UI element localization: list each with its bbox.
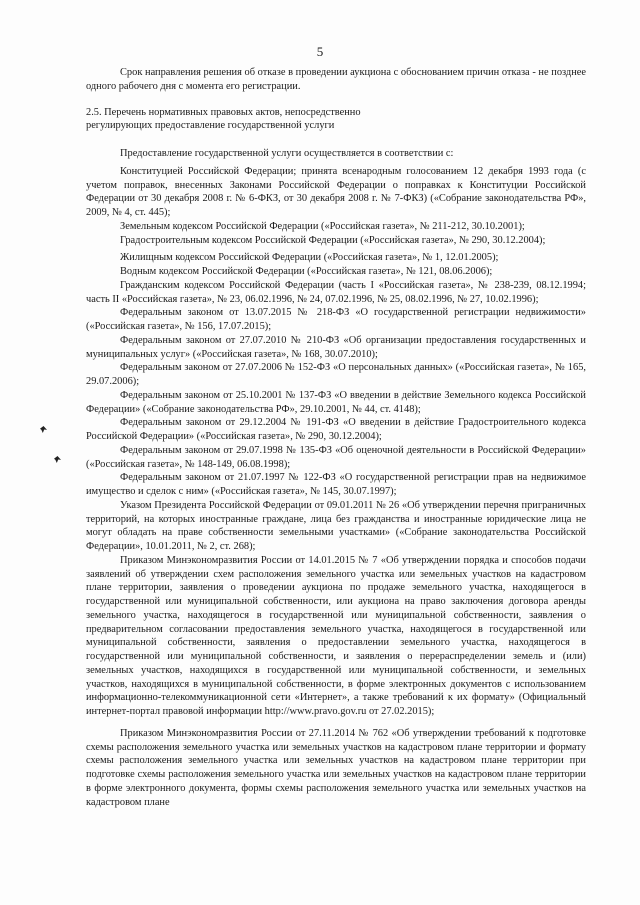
- paragraph: Приказом Минэкономразвития России от 14.01.2015 № 7 «Об утверждении порядка и способов подачи заявлений об утверждении схем расположения земельного участка или земельных участков на кадастровом плане территории, заявления о проведении аукциона по продаже земельного участка, находящегося в государственной или муниципальной собственности, или аукциона на право заключения договора аренды земельного участка, находящегося в государственной или муниципальной собственности, заявления о предварительном согласовании предоставления земельного участка, находящегося в государственной или муниципальной собственности, заявления о предоставлении земельного участка, находящегося в государственной или муниципальной собственности, и заявления о перераспределении земель и (или) земельных участков, находящихся в государственной или муниципальной собственности, и земельных участков, находящихся в муниципальной собственности, в форме электронных документов с использованием информационно-телекоммуникационной сети «Интернет», а также требований к их формату» (Официальный интернет-портал правовой информации http://www.pravo.gov.ru от 27.02.2015);: [86, 554, 586, 717]
- paragraph: Жилищным кодексом Российской Федерации («Российская газета», № 1, 12.01.2005);: [120, 252, 499, 264]
- margin-mark-1: [40, 426, 47, 433]
- paragraph: Земельным кодексом Российской Федерации («Российская газета», № 211-212, 30.10.2001);: [120, 220, 525, 232]
- paragraph: Указом Президента Российской Федерации от 09.01.2011 № 26 «Об утверждении перечня приграничных территорий, на которых иностранные граждане, лица без гражданства и иностранные юридические лица не могут обладать на праве собственности земельными участками» («Собрание законодательства Российской Федерации», 10.01.2011, № 2, ст. 268);: [86, 499, 586, 552]
- paragraph: Федеральным законом от 27.07.2006 № 152-ФЗ «О персональных данных» («Российская газета», № 165, 29.07.2006);: [86, 362, 586, 387]
- paragraph: Федеральным законом от 29.12.2004 № 191-ФЗ «О введении в действие Градостроительного кодекса Российской Федерации» («Российская газета», № 290, 30.12.2004);: [86, 417, 586, 442]
- paragraph: Градостроительным кодексом Российской Федерации («Российская газета», № 290, 30.12.2004);: [120, 234, 546, 246]
- paragraph: Конституцией Российской Федерации; принята всенародным голосованием 12 декабря 1993 года (с учетом поправок, внесенных Законами Российской Федерации о поправках к Конституции Российской Федерации от 30 декабря 2008 г. № 6-ФКЗ, от 30 декабря 2008 г. № 7-ФКЗ) («Собрание законодательства РФ», 2009, № 4, ст. 445);: [86, 165, 586, 218]
- paragraph: Гражданским кодексом Российской Федерации (часть I «Российская газета», № 238-239, 08.12.1994; часть II «Российская газета», № 23, 06.02.1996, № 24, 07.02.1996, № 25, 08.02.1996, № 27, 10.02.1996);: [86, 279, 586, 305]
- margin-mark-2: [54, 456, 61, 463]
- page-number: 5: [316, 44, 324, 59]
- section-heading-line-1: 2.5. Перечень нормативных правовых актов, непосредственно: [86, 106, 361, 118]
- paragraph: Срок направления решения об отказе в проведении аукциона с обоснованием причин отказа - не позднее одного рабочего дня с момента его регистрации.: [86, 67, 586, 92]
- document-body: [86, 66, 586, 809]
- paragraph: Водным кодексом Российской Федерации («Российская газета», № 121, 08.06.2006);: [120, 266, 493, 277]
- paragraph: Федеральным законом от 29.07.1998 № 135-ФЗ «Об оценочной деятельности в Российской Федерации» («Российская газета», № 148-149, 06.08.1998);: [86, 444, 586, 470]
- paragraph: Предоставление государственной услуги осуществляется в соответствии с:: [120, 148, 454, 159]
- section-heading: [86, 106, 586, 134]
- paragraph: Федеральным законом от 13.07.2015 № 218-ФЗ «О государственной регистрации недвижимости» («Российская газета», № 156, 17.07.2015);: [86, 307, 586, 332]
- paragraph: Приказом Минэкономразвития России от 27.11.2014 № 762 «Об утверждении требований к подготовке схемы расположения земельного участка или земельных участков на кадастровом плане территории и формату схемы расположения земельного участка или земельных участков на кадастровом плане территории при подготовке схемы расположения земельного участка или земельных участков на кадастровом плане территории в форме электронного документа, формы схемы расположения земельного участка или земельных участков на кадастровом плане: [86, 727, 586, 808]
- paragraph: Федеральным законом от 25.10.2001 № 137-ФЗ «О введении в действие Земельного кодекса Российской Федерации» («Собрание законодательства РФ», 29.10.2001, № 44, ст. 4148);: [86, 389, 586, 415]
- paragraph: Федеральным законом от 27.07.2010 № 210-ФЗ «Об организации предоставления государственных и муниципальных услуг» («Российская газета», № 168, 30.07.2010);: [86, 334, 586, 360]
- section-heading-line-2: регулирующих предоставление государственной услуги: [86, 120, 335, 132]
- paragraph: Федеральным законом от 21.07.1997 № 122-ФЗ «О государственной регистрации прав на недвижимое имущество и сделок с ним» («Российская газета», № 145, 30.07.1997);: [86, 472, 586, 497]
